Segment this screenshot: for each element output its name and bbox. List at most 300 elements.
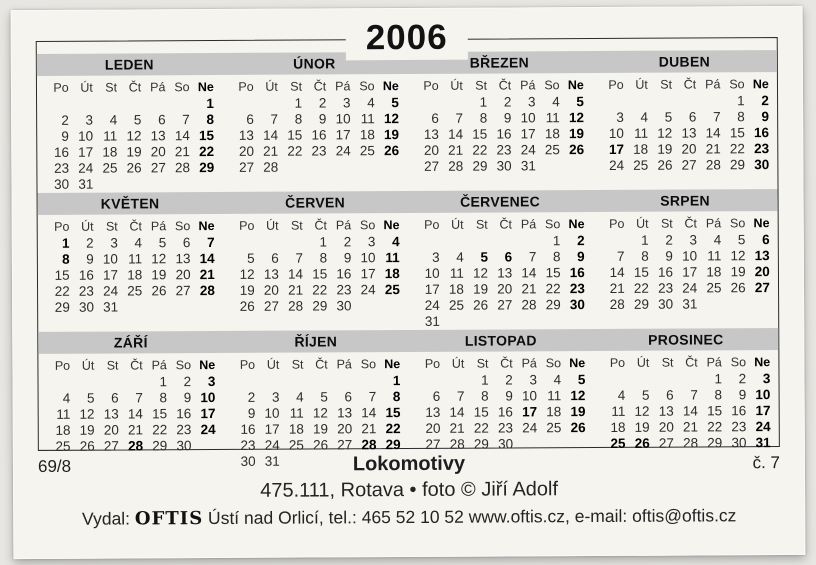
weekday-label: So: [360, 357, 377, 372]
day-cell: 2: [761, 93, 769, 109]
day-cell: 12: [657, 125, 673, 141]
day-cell: 21: [174, 144, 190, 160]
day-cell: 16: [569, 265, 585, 281]
day-cell: 19: [568, 126, 585, 142]
week-row: [415, 265, 585, 282]
day-cell: 22: [472, 142, 488, 158]
day-cell: [328, 453, 352, 469]
weekday-label: Po: [423, 78, 439, 93]
day-cell: 27: [754, 280, 770, 296]
day-cell: 14: [682, 403, 698, 419]
weekday-label: St: [476, 356, 489, 371]
day-cell: 28: [174, 160, 191, 176]
day-cell: 14: [127, 406, 143, 422]
day-cell: 20: [754, 264, 770, 280]
day-cell: [328, 373, 352, 389]
weekday-label: So: [359, 218, 376, 233]
weekday-label: Ne: [568, 217, 585, 232]
weekday-row: [600, 214, 770, 233]
weekday-label: Ne: [382, 79, 399, 94]
day-cell: 18: [127, 267, 143, 283]
day-cell: 2: [61, 112, 69, 128]
weekday-label: Čt: [499, 217, 512, 232]
day-cell: 20: [423, 142, 440, 158]
day-cell: 21: [127, 422, 144, 438]
day-cell: 5: [247, 250, 255, 266]
day-cell: 13: [497, 265, 513, 281]
weekday-label: Pá: [150, 80, 166, 95]
calendar-card: [11, 6, 806, 559]
day-cell: 4: [617, 387, 626, 403]
day-cell: [69, 97, 93, 113]
card-number: č. 7: [752, 453, 780, 473]
day-cell: 28: [683, 435, 699, 451]
day-cell: 23: [731, 419, 747, 435]
day-cell: [439, 234, 463, 250]
day-cell: [352, 453, 376, 469]
weekday-label: Pá: [706, 355, 722, 370]
day-cell: [279, 235, 303, 251]
day-cell: [440, 373, 464, 389]
week-row: [601, 371, 771, 388]
week-row: [45, 176, 215, 193]
week-row: [416, 420, 586, 437]
day-cell: 24: [103, 283, 119, 299]
day-cell: [191, 438, 215, 454]
day-cell: 17: [200, 406, 216, 422]
day-cell: 1: [319, 234, 328, 250]
day-cell: 22: [199, 144, 215, 160]
week-row: [230, 95, 400, 112]
week-row: [231, 298, 401, 315]
month-grid: [38, 353, 779, 471]
week-row: [415, 94, 585, 111]
day-cell: 15: [385, 405, 401, 421]
day-cell: 9: [61, 128, 69, 144]
day-cell: 17: [608, 141, 625, 157]
day-cell: 22: [385, 421, 401, 437]
day-cell: 6: [182, 235, 191, 251]
day-cell: 4: [713, 232, 722, 248]
day-cell: [190, 176, 214, 192]
day-cell: 19: [730, 264, 746, 280]
day-cell: 4: [134, 235, 143, 251]
day-cell: 7: [455, 110, 464, 126]
weekday-label: St: [290, 79, 303, 94]
day-cell: 9: [86, 251, 94, 267]
day-cell: 2: [183, 374, 192, 390]
day-cell: 15: [312, 266, 328, 282]
weekday-label: Út: [266, 357, 280, 372]
day-cell: 21: [361, 421, 377, 437]
week-row: [45, 267, 215, 284]
month-říjen: [231, 355, 402, 470]
week-row: [415, 126, 585, 143]
month-header-bar: [38, 189, 778, 215]
week-row: [231, 421, 401, 438]
day-cell: [696, 93, 720, 109]
weekday-label: Po: [53, 80, 69, 95]
day-cell: 1: [294, 95, 303, 111]
day-cell: 16: [311, 127, 327, 143]
day-cell: [280, 454, 304, 470]
day-cell: 22: [152, 422, 168, 438]
publisher-line: [38, 505, 780, 530]
day-cell: 27: [239, 159, 255, 175]
day-cell: 17: [424, 281, 440, 297]
day-cell: 28: [521, 297, 537, 313]
weekday-label: St: [475, 78, 488, 93]
weekday-row: [44, 78, 214, 97]
weekday-label: Po: [609, 216, 625, 231]
day-cell: 12: [79, 406, 95, 422]
day-cell: 9: [577, 249, 585, 265]
day-cell: 5: [641, 387, 650, 403]
day-cell: [119, 374, 143, 390]
day-cell: 11: [611, 403, 626, 419]
week-row: [415, 249, 585, 266]
weekday-label: Čt: [313, 79, 327, 94]
day-cell: 3: [689, 232, 698, 248]
week-row: [46, 422, 216, 439]
day-cell: [464, 234, 488, 250]
weekday-label: Út: [81, 358, 95, 373]
day-cell: 18: [610, 419, 626, 435]
day-cell: 29: [707, 435, 723, 451]
day-cell: [672, 93, 696, 109]
day-cell: 18: [706, 264, 722, 280]
day-cell: 13: [337, 405, 353, 421]
day-cell: 8: [552, 249, 561, 265]
day-cell: 21: [449, 420, 465, 436]
day-cell: 2: [318, 95, 327, 111]
month-name: ZÁŘÍ: [113, 334, 148, 351]
day-cell: 1: [714, 371, 722, 387]
weekday-row: [599, 75, 769, 94]
day-cell: 13: [150, 128, 166, 144]
day-cell: 25: [102, 160, 118, 176]
day-cell: 23: [497, 420, 514, 436]
day-cell: 1: [737, 93, 745, 109]
day-cell: [46, 375, 70, 391]
weekday-label: Pá: [521, 356, 537, 371]
day-cell: 9: [343, 250, 352, 266]
day-cell: 25: [448, 297, 465, 313]
day-cell: 10: [335, 111, 351, 127]
day-cell: 22: [312, 282, 328, 298]
day-cell: [624, 94, 648, 110]
day-cell: 20: [425, 420, 441, 436]
day-cell: 28: [288, 298, 304, 314]
month-únor: [229, 77, 400, 192]
week-row: [231, 405, 401, 422]
week-row: [416, 436, 586, 453]
day-cell: 13: [425, 404, 441, 420]
weekday-label: Pá: [705, 216, 722, 231]
day-cell: 19: [657, 141, 673, 157]
day-cell: 12: [472, 265, 489, 281]
day-cell: 19: [151, 267, 167, 283]
day-cell: 20: [658, 419, 674, 435]
weekday-label: Út: [451, 217, 464, 232]
day-cell: 5: [391, 95, 399, 111]
day-cell: 29: [472, 158, 488, 174]
day-cell: 26: [570, 420, 586, 436]
day-cell: 24: [755, 419, 771, 435]
day-cell: 11: [128, 251, 143, 267]
day-cell: 18: [384, 266, 400, 282]
weekday-row: [229, 77, 399, 96]
day-cell: 14: [174, 128, 190, 144]
day-cell: 1: [641, 232, 649, 248]
weekday-label: Čt: [498, 78, 512, 93]
weekday-label: Pá: [705, 77, 721, 92]
week-row: [600, 232, 770, 249]
day-cell: 30: [498, 436, 514, 452]
day-cell: 7: [528, 249, 537, 265]
day-cell: 6: [762, 232, 770, 248]
day-cell: 29: [385, 437, 401, 453]
day-cell: 22: [473, 420, 489, 436]
day-cell: 31: [755, 435, 771, 451]
day-cell: 8: [737, 109, 745, 125]
day-cell: 26: [473, 297, 489, 313]
day-cell: 16: [176, 406, 192, 422]
month-name: ŘÍJEN: [294, 333, 338, 350]
weekday-label: So: [544, 217, 561, 232]
plate-number: 69/8: [37, 456, 72, 476]
day-cell: 18: [102, 144, 118, 160]
day-cell: 29: [729, 157, 746, 173]
day-cell: 23: [311, 143, 327, 159]
month-name: SRPEN: [660, 192, 710, 209]
day-cell: 30: [754, 157, 770, 173]
month-srpen: [600, 214, 771, 329]
day-cell: [415, 234, 439, 250]
day-cell: 18: [633, 141, 649, 157]
day-cell: [93, 97, 117, 113]
week-row: [600, 141, 770, 158]
day-cell: 2: [86, 235, 94, 251]
day-cell: 16: [53, 144, 70, 160]
day-cell: 13: [658, 403, 674, 419]
day-cell: 14: [448, 126, 464, 142]
day-cell: 13: [103, 406, 119, 422]
weekday-label: Po: [608, 77, 624, 92]
day-cell: 10: [102, 251, 118, 267]
day-cell: 27: [263, 298, 280, 314]
day-cell: 21: [682, 419, 699, 435]
day-cell: 23: [54, 160, 70, 176]
weekday-label: Čt: [500, 356, 513, 371]
month-červen: [230, 216, 401, 331]
day-cell: 3: [85, 112, 94, 128]
weekday-label: So: [545, 356, 562, 371]
day-cell: 28: [361, 437, 377, 453]
day-cell: 19: [634, 419, 650, 435]
week-row: [45, 128, 215, 145]
day-cell: 27: [103, 438, 119, 454]
day-cell: 12: [730, 248, 746, 264]
week-row: [601, 403, 771, 420]
day-cell: 2: [505, 372, 513, 388]
weekday-label: Čt: [128, 80, 142, 95]
weekday-label: Pá: [520, 78, 536, 93]
day-cell: 31: [264, 453, 280, 469]
day-cell: 4: [62, 390, 71, 406]
day-cell: 15: [198, 128, 215, 144]
day-cell: 12: [383, 111, 399, 127]
day-cell: [536, 158, 560, 174]
day-cell: 20: [238, 143, 255, 159]
weekday-label: St: [660, 216, 673, 231]
day-cell: 16: [496, 126, 512, 142]
day-cell: 5: [133, 112, 142, 128]
day-cell: 14: [287, 266, 304, 282]
weekday-row: [45, 217, 215, 236]
day-cell: [255, 374, 279, 390]
month-březen: [414, 76, 585, 191]
day-cell: 24: [520, 142, 536, 158]
day-cell: 4: [553, 372, 562, 388]
day-cell: 2: [665, 232, 673, 248]
week-row: [46, 390, 216, 407]
day-cell: 26: [384, 143, 400, 159]
day-cell: [351, 159, 375, 175]
day-cell: 7: [713, 109, 721, 125]
weekday-label: Út: [265, 79, 278, 94]
day-cell: 2: [343, 234, 352, 250]
day-cell: 10: [264, 405, 280, 421]
day-cell: [722, 296, 746, 312]
photo-subtitle: 475.111, Rotava • foto © Jiří Adolf: [260, 478, 559, 502]
day-cell: 15: [545, 265, 561, 281]
weekday-label: So: [174, 80, 190, 95]
day-cell: [302, 159, 326, 175]
weekday-label: Út: [635, 77, 648, 92]
day-cell: 20: [175, 267, 191, 283]
year-title: 2006: [346, 16, 468, 61]
weekday-label: Čt: [129, 219, 142, 234]
day-cell: 17: [78, 144, 94, 160]
day-cell: 31: [78, 176, 94, 192]
day-cell: 20: [497, 281, 513, 297]
day-cell: 9: [318, 111, 327, 127]
week-row: [45, 235, 215, 252]
weekday-row: [230, 216, 400, 235]
day-cell: [674, 371, 698, 387]
weekday-row: [415, 215, 585, 234]
weekday-label: Po: [424, 217, 440, 232]
day-cell: [488, 233, 512, 249]
weekday-label: Ne: [384, 357, 401, 372]
day-cell: 18: [55, 422, 71, 438]
day-cell: 10: [521, 388, 538, 404]
weekday-label: Ne: [753, 216, 770, 231]
day-cell: [141, 96, 165, 112]
day-cell: 16: [731, 403, 747, 419]
day-cell: 25: [359, 143, 375, 159]
day-cell: 30: [54, 176, 70, 192]
week-row: [601, 387, 771, 404]
day-cell: 12: [151, 251, 167, 267]
day-cell: 19: [239, 282, 255, 298]
day-cell: 7: [456, 388, 465, 404]
day-cell: 17: [264, 421, 280, 437]
day-cell: 30: [731, 435, 747, 451]
week-row: [231, 373, 401, 390]
day-cell: [230, 96, 254, 112]
day-cell: 6: [111, 390, 119, 406]
day-cell: 31: [103, 299, 119, 315]
day-cell: 11: [545, 110, 560, 126]
day-cell: 29: [312, 298, 328, 314]
day-cell: [94, 375, 118, 391]
day-cell: 14: [609, 264, 625, 280]
week-row: [230, 111, 400, 128]
weekday-label: So: [729, 77, 745, 92]
day-cell: 10: [682, 248, 698, 264]
week-row: [600, 280, 770, 297]
day-cell: 3: [529, 372, 537, 388]
weekday-label: So: [729, 216, 746, 231]
day-cell: [415, 95, 439, 111]
day-cell: 6: [246, 111, 254, 127]
publisher-name: OFTIS: [134, 508, 204, 530]
day-cell: 24: [360, 282, 376, 298]
day-cell: 10: [360, 250, 376, 266]
day-cell: [416, 373, 440, 389]
weekday-label: Po: [424, 356, 441, 371]
month-září: [46, 356, 217, 471]
week-row: [601, 296, 771, 313]
day-cell: [601, 372, 625, 388]
week-row: [416, 372, 586, 389]
day-cell: 26: [313, 437, 329, 453]
week-row: [600, 248, 770, 265]
week-row: [230, 234, 400, 251]
week-row: [601, 419, 771, 436]
day-cell: 17: [360, 266, 376, 282]
week-row: [45, 96, 215, 113]
week-row: [46, 438, 216, 455]
week-row: [601, 435, 771, 452]
day-cell: 10: [78, 128, 94, 144]
weekday-label: Pá: [151, 358, 167, 373]
day-cell: [746, 296, 770, 312]
day-cell: 3: [207, 374, 216, 390]
day-cell: 30: [658, 296, 674, 312]
day-cell: 5: [158, 235, 167, 251]
day-cell: 10: [520, 110, 536, 126]
weekday-label: St: [105, 219, 118, 234]
day-cell: 8: [481, 388, 489, 404]
day-cell: 20: [681, 141, 697, 157]
day-cell: 11: [634, 125, 649, 141]
day-cell: 13: [238, 127, 254, 143]
day-cell: 27: [175, 283, 191, 299]
day-cell: 8: [62, 251, 70, 267]
day-cell: 11: [360, 111, 375, 127]
day-cell: [118, 299, 142, 315]
day-cell: [649, 372, 673, 388]
day-cell: [561, 436, 585, 452]
day-cell: 30: [496, 158, 512, 174]
weekday-label: Po: [54, 219, 70, 234]
day-cell: 11: [56, 406, 71, 422]
day-cell: 3: [367, 234, 376, 250]
month-prosinec: [601, 353, 772, 468]
